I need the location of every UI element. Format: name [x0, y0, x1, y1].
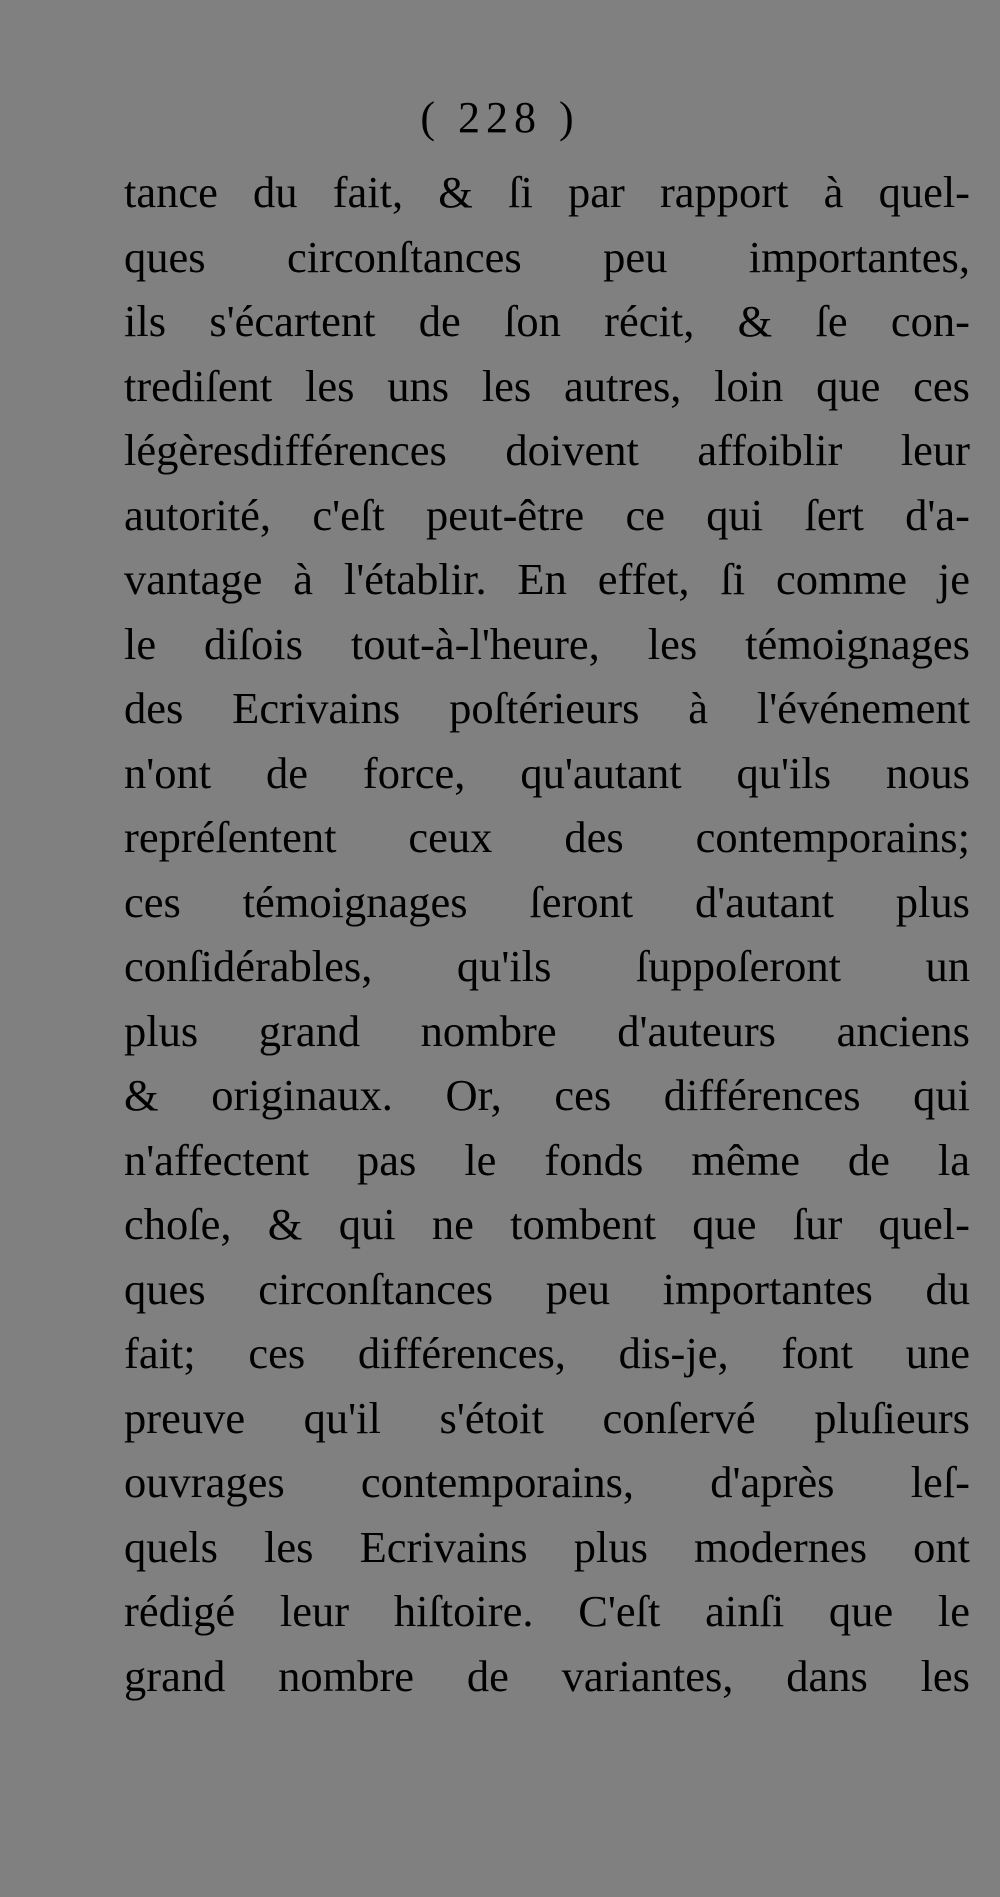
text-line: n'affectent pas le fonds même de la: [124, 1134, 970, 1185]
text-line: vantage à l'établir. En effet, ſi comme je: [124, 554, 970, 604]
text-line: quels les Ecrivains plus modernes ont: [124, 1521, 970, 1572]
text-line: ques circonſtances peu importantes du: [124, 1263, 970, 1314]
text-line: repréſentent ceux des contemporains;: [124, 812, 970, 862]
text-line: preuve qu'il s'étoit conſervé pluſieurs: [124, 1392, 970, 1443]
text-line: tance du fait, & ſi par rapport à quel-: [124, 167, 970, 217]
text-line: ils s'écartent de ſon récit, & ſe con-: [124, 296, 970, 346]
text-line: grand nombre de variantes, dans les: [124, 1650, 970, 1701]
text-line: des Ecrivains poſtérieurs à l'événement: [124, 683, 970, 733]
page-number: ( 228 ): [420, 93, 580, 142]
text-line: rédigé leur hiſtoire. C'eſt ainſi que le: [124, 1586, 970, 1636]
text-line: ques circonſtances peu importantes,: [124, 231, 970, 282]
text-line: fait; ces différences, dis-je, font une: [124, 1328, 970, 1378]
body-text: [124, 160, 970, 1708]
text-line: ouvrages contemporains, d'après leſ-: [124, 1457, 970, 1507]
text-line: choſe, & qui ne tombent que ſur quel-: [124, 1199, 970, 1249]
text-line: conſidérables, qu'ils ſuppoſeront un: [124, 941, 970, 991]
text-line: trediſent les uns les autres, loin que ces: [124, 360, 970, 411]
text-line: plus grand nombre d'auteurs anciens: [124, 1005, 970, 1056]
text-line: légèresdifférences doivent affoiblir leur: [124, 425, 970, 475]
text-line: autorité, c'eſt peut-être ce qui ſert d'a-: [124, 489, 970, 540]
text-line: le diſois tout-à-l'heure, les témoignages: [124, 618, 970, 669]
text-line: & originaux. Or, ces différences qui: [124, 1070, 970, 1120]
text-line: ces témoignages ſeront d'autant plus: [124, 876, 970, 927]
text-line: n'ont de force, qu'autant qu'ils nous: [124, 747, 970, 798]
